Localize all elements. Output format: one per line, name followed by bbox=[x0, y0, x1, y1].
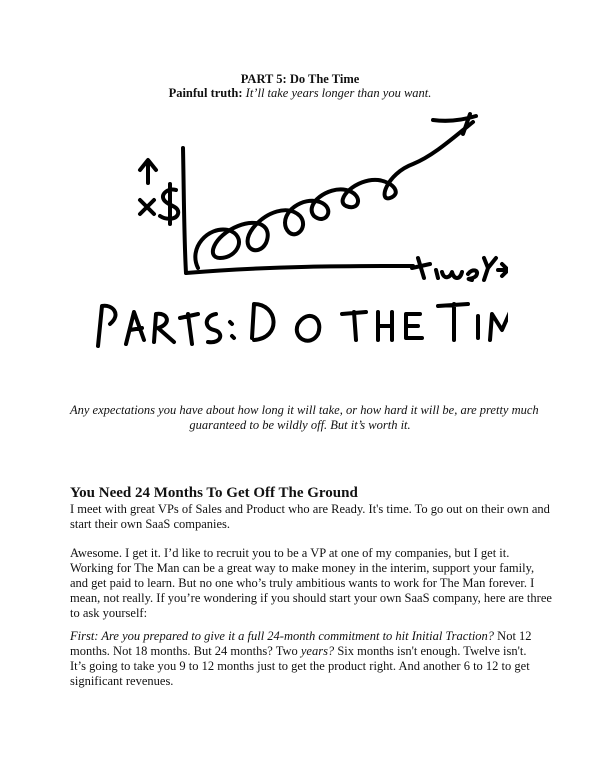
hand-drawn-growth-sketch bbox=[88, 108, 508, 358]
subtitle-text: It’ll take years longer than you want. bbox=[245, 86, 432, 100]
paragraph-3-line-2-emphasis: years? bbox=[300, 644, 335, 658]
paragraph-2 bbox=[70, 546, 552, 621]
paragraph-1 bbox=[70, 502, 550, 532]
paragraph-3-line-2-a: months. Not 18 months. But 24 months? Two bbox=[70, 644, 301, 658]
sketch-x-axis bbox=[186, 266, 413, 273]
paragraph-3-line-3: It’s going to take you 9 to 12 months just to get the product right. And another 6 to 12 to get bbox=[70, 659, 530, 673]
caption-line-1: Any expectations you have about how long it will take, or how hard it will be, are pretty much bbox=[70, 403, 539, 417]
paragraph-3-question: First: Are you prepared to give it a full 24-month commitment to hit Initial Traction? bbox=[70, 629, 495, 643]
paragraph-2-line-4: mean, not really. If you’re wondering if you should start your own SaaS company, here are three bbox=[70, 591, 552, 605]
caption-line-2: guaranteed to be wildly off. But it’s worth it. bbox=[189, 418, 411, 432]
paragraph-3-line-2 bbox=[70, 644, 532, 659]
paragraph-1-line-1: I meet with great VPs of Sales and Product who are Ready. It's time. To go out on their own and bbox=[70, 502, 550, 516]
paragraph-3 bbox=[70, 629, 532, 689]
part-title: PART 5: Do The Time bbox=[240, 72, 360, 86]
paragraph-1-line-2: start their own SaaS companies. bbox=[70, 517, 231, 531]
figure-caption bbox=[70, 403, 539, 433]
subtitle-label: Painful truth: bbox=[168, 86, 243, 100]
sketch-y-axis bbox=[183, 148, 186, 273]
section-heading: You Need 24 Months To Get Off The Ground bbox=[70, 485, 358, 501]
sketch-title-scribble bbox=[98, 304, 508, 346]
paragraph-2-line-2: Working for The Man can be a great way to make money in the interim, support your family, bbox=[70, 561, 535, 575]
sketch-time-label bbox=[412, 258, 508, 280]
sketch-dollar-mark bbox=[160, 184, 178, 224]
sketch-growth-curve bbox=[195, 122, 473, 268]
paragraph-2-line-5: to ask yourself: bbox=[70, 606, 148, 620]
sketch-up-arrow bbox=[140, 160, 156, 183]
subtitle bbox=[0, 86, 600, 101]
paragraph-3-line-1-rest: Not 12 bbox=[494, 629, 532, 643]
paragraph-2-line-3: and get paid to learn. But no one who’s truly ambitious wants to work for The Man forever. I bbox=[70, 576, 535, 590]
paragraph-3-line-2-b: Six months isn't enough. Twelve isn't. bbox=[334, 644, 527, 658]
sketch-x-mark bbox=[140, 200, 154, 214]
paragraph-3-line-1 bbox=[70, 629, 532, 644]
paragraph-3-line-4: significant revenues. bbox=[70, 674, 174, 688]
paragraph-2-line-1: Awesome. I get it. I’d like to recruit you to be a VP at one of my companies, but I get it. bbox=[70, 546, 510, 560]
